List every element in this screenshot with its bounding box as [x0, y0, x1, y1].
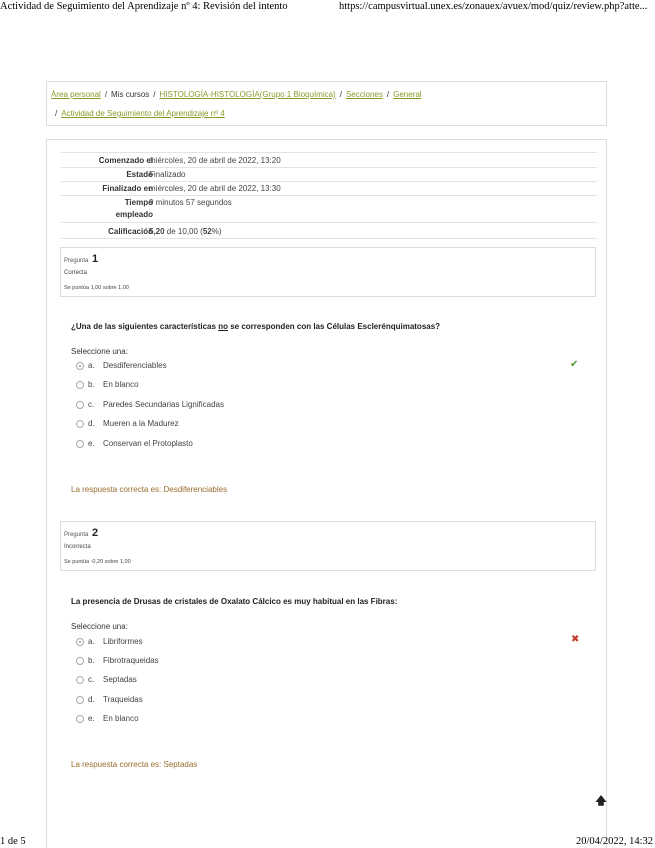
summary-state-value: Finalizado: [149, 170, 186, 179]
question-1-grade: Se puntúa 1,00 sobre 1,00: [64, 285, 129, 291]
breadcrumb-area-personal[interactable]: Área personal: [51, 90, 101, 99]
summary-started-label: Comenzado el: [98, 156, 153, 165]
radio-button[interactable]: [76, 420, 84, 428]
breadcrumb-mis-cursos: Mis cursos: [111, 90, 150, 99]
summary-finished-value: miércoles, 20 de abril de 2022, 13:30: [149, 184, 281, 193]
correct-check-icon: ✔: [570, 359, 579, 370]
question-2-grade: Se puntúa -0,20 sobre 1,00: [64, 559, 131, 565]
breadcrumb: [46, 81, 607, 126]
question-1-text: ¿Una de las siguientes características no se corresponden con las Células Esclerénquimatosas?: [71, 322, 441, 331]
incorrect-cross-icon: ✖: [571, 634, 580, 645]
breadcrumb-course[interactable]: HISTOLOGÍA-HISTOLOGÍA(Grupo 1 Bioquímica): [159, 90, 336, 99]
radio-button[interactable]: [76, 362, 84, 370]
summary-time-value: 9 minutos 57 segundos: [149, 198, 232, 207]
print-footer-datetime: 20/04/2022, 14:32: [575, 836, 653, 847]
question-1-feedback: La respuesta correcta es: Desdiferenciables: [71, 485, 228, 494]
question-2-state: Incorrecta: [64, 544, 91, 550]
radio-button[interactable]: [76, 696, 84, 704]
question-1-number: Pregunta 1: [64, 253, 99, 265]
breadcrumb-separator: /: [386, 90, 390, 99]
radio-button[interactable]: [76, 381, 84, 389]
question-2-info: [60, 521, 596, 571]
question-1-info: [60, 247, 596, 297]
breadcrumb-separator: /: [339, 90, 342, 99]
attempt-summary-table: [61, 152, 597, 239]
question-2-feedback: La respuesta correcta es: Septadas: [71, 760, 198, 769]
summary-grade-value: 5,20 de 10,00 (52%): [149, 227, 222, 236]
summary-grade-label: Calificación: [108, 227, 153, 236]
radio-button[interactable]: [76, 657, 84, 665]
radio-button[interactable]: [76, 676, 84, 684]
question-1-prompt: Seleccione una:: [71, 347, 128, 356]
summary-time-label: Tiempo empleado: [115, 198, 153, 219]
radio-button[interactable]: [76, 715, 84, 723]
print-footer-page: 1 de 5: [0, 836, 26, 847]
radio-button[interactable]: [76, 401, 84, 409]
summary-started-value: miércoles, 20 de abril de 2022, 13:20: [149, 156, 281, 165]
quiz-review-main: Comenzado el miércoles, 20 de abril de 2022, 13:20 Estado Finalizado Finalizado en miércoles, 20 de abril de 2022, 13:30 Tiempo empleado 9 minutos 57 segundos Calificación 5,20 de 10,00 (52%) Pregunta 1 Correcta Se puntúa 1,00 sobre 1,00 ¿Una de las siguientes características no se corresponden con las Células Esclerénquimatosas? Seleccione una: a. Desdiferenciables b. En blanco c. Paredes Secundarias Lignificadas d. Mueren a la Madurez e. Conservan el Protoplasto ✔ La respuesta correcta es: Desdiferenciables Pregunta 2 Incorrecta Se puntúa -0,20 sobre 1,00 La presencia de Drusas de cristales de Oxalato Cálcico es muy habitual en las Fibras: Seleccione una: a. Libriformes b. Fibrotraqueidas c. Septadas d. Traqueidas e. En blanco ✖ La respuesta correcta es: Septadas 🡅: [46, 139, 607, 848]
question-2-text: La presencia de Drusas de cristales de Oxalato Cálcico es muy habitual en las Fibras:: [71, 597, 398, 606]
breadcrumb-separator: /: [55, 109, 58, 118]
breadcrumb-separator: /: [104, 90, 108, 99]
print-footer: [0, 836, 655, 848]
print-header-title: Actividad de Seguimiento del Aprendizaje nº 4: Revisión del intento: [0, 1, 288, 12]
breadcrumb-secciones[interactable]: Secciones: [345, 90, 383, 99]
breadcrumb-separator: /: [153, 90, 156, 99]
summary-finished-label: Finalizado en: [102, 184, 153, 193]
question-2-prompt: Seleccione una:: [71, 622, 128, 631]
breadcrumb-activity[interactable]: Actividad de Seguimiento del Aprendizaje nº 4: [61, 109, 225, 118]
question-1-state: Correcta: [64, 270, 88, 276]
breadcrumb-general[interactable]: General: [393, 90, 422, 99]
radio-button[interactable]: [76, 638, 84, 646]
print-header-url: https://campusvirtual.unex.es/zonauex/avuex/mod/quiz/review.php?atte...: [339, 1, 648, 12]
print-header: [0, 0, 655, 16]
question-2-number: Pregunta 2: [64, 527, 99, 539]
radio-button[interactable]: [76, 440, 84, 448]
summary-state-label: Estado: [126, 170, 153, 179]
back-to-top-arrow-icon[interactable]: 🡅: [595, 795, 607, 807]
